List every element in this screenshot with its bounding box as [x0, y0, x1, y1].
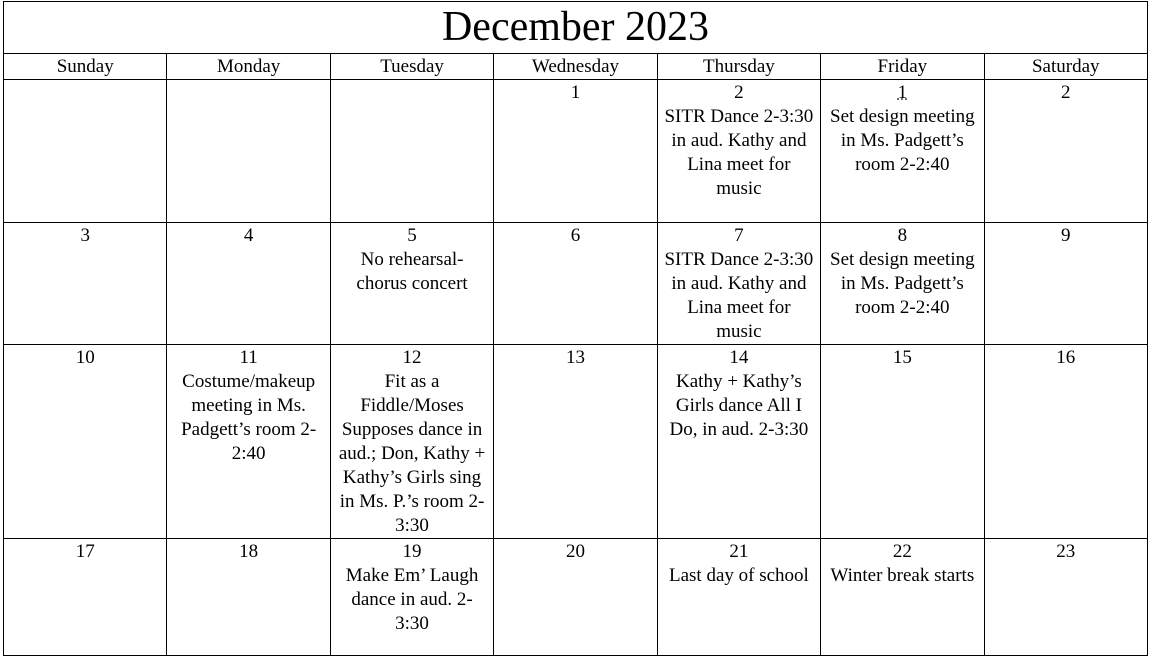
day-cell: [657, 80, 820, 223]
day-cell: [494, 539, 657, 656]
day-cell: [821, 80, 984, 223]
day-number: 11: [239, 347, 258, 368]
weekday-wednesday: Wednesday: [494, 54, 657, 80]
day-cell: [4, 223, 167, 345]
week-row: [4, 80, 1148, 223]
day-event: Make Em’ Laugh dance in aud. 2-3:30: [345, 565, 479, 634]
calendar-table: [3, 1, 1148, 656]
day-number: 2: [734, 82, 744, 103]
day-cell: [167, 539, 330, 656]
day-cell: [494, 80, 657, 223]
day-event: Last day of school: [668, 565, 809, 586]
day-number: [821, 81, 983, 105]
day-cell: [167, 80, 330, 223]
day-number: 23: [1056, 541, 1076, 562]
day-number: 3: [80, 225, 90, 246]
day-cell: [330, 223, 493, 345]
day-event: Winter break starts: [830, 565, 975, 586]
day-cell: [984, 223, 1147, 345]
day-event: SITR Dance 2-3:30 in aud. Kathy and Lina meet for music: [664, 249, 814, 342]
day-cell: [330, 539, 493, 656]
day-event: Set design meeting in Ms. Padgett’s room 2-2:40: [830, 106, 975, 175]
day-cell: [330, 80, 493, 223]
weekday-sunday: Sunday: [4, 54, 167, 80]
day-cell: [821, 345, 984, 539]
day-number: 4: [243, 225, 254, 246]
day-number: 8: [897, 225, 908, 246]
day-number: 12: [402, 347, 422, 368]
day-number: 1: [570, 82, 581, 103]
weekday-monday: Monday: [167, 54, 330, 80]
day-event: Set design meeting in Ms. Padgett’s room 2-2:40: [830, 249, 975, 318]
day-cell: [494, 345, 657, 539]
day-number: 14: [729, 347, 749, 368]
day-cell: [984, 80, 1147, 223]
day-number: 9: [1061, 225, 1071, 246]
day-event: No rehearsal- chorus concert: [356, 249, 468, 294]
day-number: 18: [239, 541, 259, 562]
day-cell: [657, 345, 820, 539]
day-number: 17: [75, 541, 95, 562]
day-number-text: 1: [897, 82, 908, 103]
weekday-thursday: Thursday: [657, 54, 820, 80]
weekday-saturday: Saturday: [984, 54, 1147, 80]
day-event: SITR Dance 2-3:30 in aud. Kathy and Lina meet for music: [664, 106, 814, 199]
day-number: 19: [402, 541, 422, 562]
day-cell: [984, 539, 1147, 656]
day-number: 15: [892, 347, 912, 368]
day-cell: [4, 345, 167, 539]
day-event: Kathy + Kathy’s Girls dance All I Do, in aud. 2-3:30: [669, 371, 809, 440]
day-number: 10: [75, 347, 95, 368]
day-cell: [330, 345, 493, 539]
day-cell: [494, 223, 657, 345]
day-number: 2: [1061, 82, 1071, 103]
weekday-tuesday: Tuesday: [330, 54, 493, 80]
week-row: [4, 539, 1148, 656]
day-cell: [167, 345, 330, 539]
day-cell: [167, 223, 330, 345]
day-number: 5: [407, 225, 417, 246]
calendar-title-cell: [4, 2, 1148, 54]
weekday-header-row: [4, 54, 1148, 80]
day-number: 16: [1056, 347, 1076, 368]
day-number: 7: [734, 225, 744, 246]
day-cell: [821, 223, 984, 345]
weekday-friday: Friday: [821, 54, 984, 80]
week-row: [4, 345, 1148, 539]
day-cell: [821, 539, 984, 656]
day-number: 6: [570, 225, 581, 246]
day-cell: [4, 539, 167, 656]
day-cell: [657, 539, 820, 656]
day-number: 20: [565, 541, 585, 562]
day-cell: [4, 80, 167, 223]
day-event: Fit as a Fiddle/Moses Supposes dance in aud.; Don, Kathy + Kathy’s Girls sing in Ms. P.’s room 2-3:30: [338, 371, 486, 536]
day-event: Costume/makeup meeting in Ms. Padgett’s room 2-2:40: [181, 371, 317, 464]
day-number: 22: [892, 541, 912, 562]
week-row: [4, 223, 1148, 345]
day-number: 13: [565, 347, 585, 368]
day-number: 21: [729, 541, 749, 562]
day-cell: [984, 345, 1147, 539]
calendar-title: December 2023: [441, 4, 710, 50]
day-cell: [657, 223, 820, 345]
